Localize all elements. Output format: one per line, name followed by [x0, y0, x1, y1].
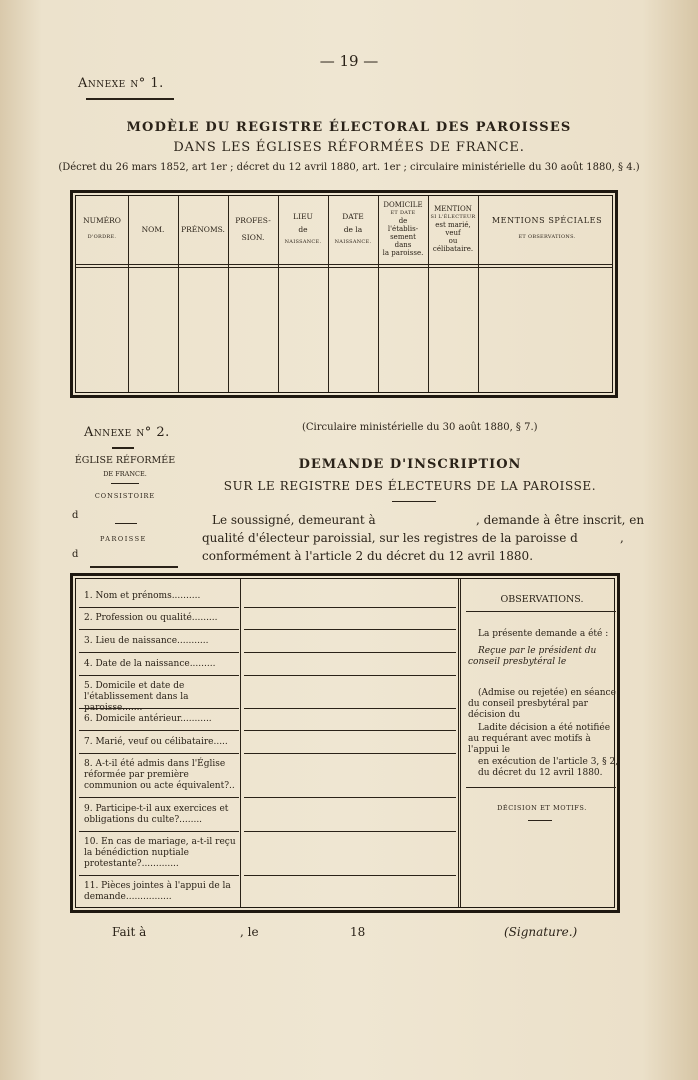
- column-header-sub: D'ORDRE.: [87, 234, 117, 240]
- church-block: [70, 455, 180, 500]
- page-number: — 19 —: [319, 52, 379, 70]
- column-header-main: PROFES-: [235, 216, 271, 225]
- column-header-main: LIEU: [293, 211, 313, 221]
- column-header-main: MENTIONS SPÉCIALES: [491, 216, 603, 225]
- column-header-line: est marié,: [435, 221, 471, 229]
- observations-line3: (Admise ou rejetée) en séance du conseil presbytéral par décision du: [468, 688, 616, 720]
- column-header-date-naissance: [328, 196, 378, 262]
- row-divider: [244, 875, 456, 876]
- annexe2-circular: (Circulaire ministérielle du 30 août 1880, § 7.): [302, 422, 538, 433]
- column-header-line: sement: [390, 233, 416, 241]
- row-divider: [79, 708, 239, 709]
- para-line1-start: Le soussigné, demeurant à: [212, 513, 376, 527]
- observations-line4: Ladite décision a été notifiée au requérant avec motifs à l'appui le: [468, 723, 611, 755]
- column-header-lieu-naissance: [278, 196, 328, 262]
- row-divider: [79, 652, 239, 653]
- table-header-rule: [76, 264, 612, 265]
- paroisse-rule: [115, 523, 137, 524]
- question-2: 2. Profession ou qualité.........: [84, 613, 218, 623]
- para-line2: qualité d'électeur paroissial, sur les registres de la paroisse d: [202, 531, 578, 545]
- row-divider: [244, 675, 456, 676]
- annexe1-decree: (Décret du 26 mars 1852, art 1er ; décret du 12 avril 1880, art. 1er ; circulaire ministérielle du 30 août 1880, § 4.): [58, 162, 640, 173]
- para-line2-end: ,: [620, 531, 624, 545]
- column-header-main: NOM.: [141, 224, 165, 234]
- question-3: 3. Lieu de naissance...........: [84, 636, 209, 646]
- consistoire-label: CONSISTOIRE: [94, 492, 156, 500]
- row-divider: [79, 875, 239, 876]
- column-header-main: PRÉNOMS.: [181, 224, 225, 234]
- column-header-prenoms: [178, 196, 228, 262]
- row-divider: [244, 708, 456, 709]
- observations-line1: La présente demande a été :: [478, 629, 609, 639]
- row-divider: [79, 675, 239, 676]
- column-header-line: l'établis-: [387, 225, 419, 233]
- annexe1-title-line1: MODÈLE DU REGISTRE ÉLECTORAL DES PAROISSES: [126, 120, 572, 135]
- column-header-line: dans: [394, 241, 412, 249]
- subtitle-rule: [392, 501, 436, 502]
- row-divider: [79, 831, 239, 832]
- row-divider: [79, 797, 239, 798]
- question-9: 9. Participe-t-il aux exercices et obligations du culte?........: [84, 804, 229, 825]
- column-header-nom: [128, 196, 178, 262]
- annexe1-title-line2: DANS LES ÉGLISES RÉFORMÉES DE FRANCE.: [173, 140, 525, 155]
- annexe2-rule: [112, 447, 134, 449]
- annexe1-rule: [86, 98, 174, 100]
- table-header-rule: [76, 267, 612, 268]
- annexe1-label: Annexe n° 1.: [78, 76, 164, 91]
- column-header-line: ET DATE: [390, 210, 416, 216]
- consistoire-d: d: [72, 510, 79, 521]
- decision-rule: [528, 820, 552, 821]
- column-header-mid: de: [298, 224, 308, 234]
- observations-rule: [466, 787, 616, 788]
- paroisse-label: PAROISSE: [100, 535, 147, 543]
- observations-line2: Reçue par le président du conseil presbytéral le: [468, 646, 597, 667]
- question-1: 1. Nom et prénoms..........: [84, 591, 201, 601]
- column-header-mentions-speciales: [478, 196, 616, 262]
- question-10: 10. En cas de mariage, a-t-il reçu la bénédiction nuptiale protestante?.............: [84, 837, 236, 869]
- observations-line5: en exécution de l'article 3, § 2, du décret du 12 avril 1880.: [478, 757, 619, 778]
- row-divider: [244, 652, 456, 653]
- row-divider: [244, 797, 456, 798]
- electoral-register-table: [70, 190, 618, 398]
- question-4: 4. Date de la naissance.........: [84, 659, 216, 669]
- question-7: 7. Marié, veuf ou célibataire.....: [84, 737, 228, 747]
- para-line3: conformément à l'article 2 du décret du 12 avril 1880.: [202, 549, 534, 563]
- church-name: ÉGLISE RÉFORMÉE: [74, 455, 176, 466]
- footer-signature: (Signature.): [504, 925, 578, 939]
- demande-subtitle: SUR LE REGISTRE DES ÉLECTEURS DE LA PAROISSE.: [223, 479, 597, 493]
- column-header-main: NUMÉRO: [83, 216, 121, 225]
- paroisse-d: d: [72, 549, 79, 560]
- church-rule: [111, 483, 139, 484]
- column-header-sub: NAISSANCE.: [334, 238, 372, 245]
- column-header-line: ou: [448, 237, 458, 245]
- row-divider: [79, 753, 239, 754]
- table-column-divider: [240, 579, 241, 907]
- question-5: 5. Domicile et date de l'établissement dans la paroisse.......: [84, 681, 189, 713]
- row-divider: [79, 730, 239, 731]
- question-6: 6. Domicile antérieur...........: [84, 714, 212, 724]
- column-header-sub: ET OBSERVATIONS.: [518, 234, 576, 240]
- column-header-sub: SION.: [241, 233, 265, 242]
- row-divider: [244, 753, 456, 754]
- observations-heading: OBSERVATIONS.: [500, 594, 584, 605]
- row-divider: [244, 629, 456, 630]
- inscription-form-table: [70, 573, 620, 913]
- footer-fait: Fait à: [112, 925, 147, 939]
- column-header-line: veuf: [445, 229, 461, 237]
- decision-heading: DÉCISION ET MOTIFS.: [497, 804, 587, 812]
- table-column-divider: [458, 579, 461, 907]
- column-header-profession: [228, 196, 278, 262]
- footer-le: , le: [240, 925, 259, 939]
- left-block-rule: [90, 566, 178, 568]
- column-header-main: MENTION: [434, 205, 472, 213]
- row-divider: [244, 730, 456, 731]
- annexe2-label: Annexe n° 2.: [84, 425, 170, 440]
- church-country: DE FRANCE.: [103, 470, 147, 478]
- column-header-line: célibataire.: [432, 245, 474, 253]
- observations-rule: [466, 611, 616, 612]
- column-header-line: de: [398, 217, 408, 225]
- question-8: 8. A-t-il été admis dans l'Église réformée par première communion ou acte équivalent?..: [84, 759, 235, 791]
- row-divider: [79, 629, 239, 630]
- column-header-main: DATE: [342, 211, 364, 221]
- column-header-line: la paroisse.: [382, 249, 424, 257]
- row-divider: [244, 831, 456, 832]
- para-line1-end: , demande à être inscrit, en: [476, 513, 645, 527]
- column-header-line: SI L'ÉLECTEUR: [430, 214, 476, 220]
- footer-year: 18: [350, 925, 366, 939]
- row-divider: [244, 607, 456, 608]
- column-header-domicile: [378, 196, 428, 262]
- row-divider: [79, 607, 239, 608]
- column-header-mid: de la: [343, 224, 363, 234]
- column-header-numero: [76, 196, 128, 262]
- demande-title: DEMANDE D'INSCRIPTION: [298, 457, 522, 472]
- column-header-main: DOMICILE: [383, 201, 423, 209]
- question-11: 11. Pièces jointes à l'appui de la demande................: [84, 881, 231, 902]
- column-header-sub: NAISSANCE.: [284, 238, 322, 245]
- column-header-mention: [428, 196, 478, 262]
